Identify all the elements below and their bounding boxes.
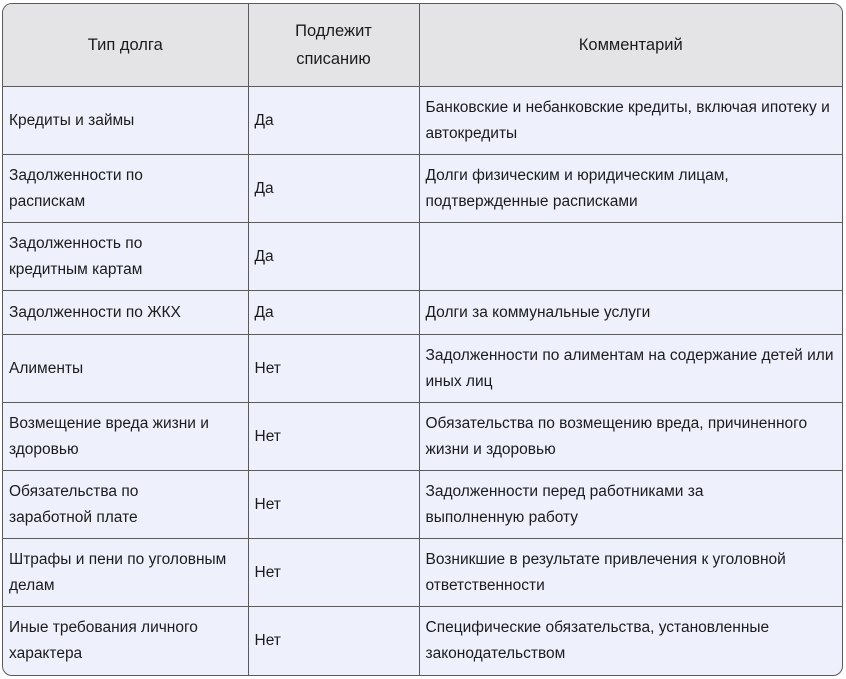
cell-writeoff: Да: [248, 87, 419, 155]
cell-writeoff: Нет: [248, 334, 419, 402]
header-writeoff: Подлежит списанию: [248, 4, 419, 87]
cell-comment: Задолженности перед работниками за выполненную работу: [419, 471, 842, 539]
table-row: [3, 87, 842, 155]
cell-comment: Долги физическим и юридическим лицам, подтвержденные расписками: [419, 155, 842, 223]
cell-comment: Обязательства по возмещению вреда, причиненного жизни и здоровью: [419, 403, 842, 471]
cell-debt-type: Возмещение вреда жизни и здоровью: [3, 403, 248, 471]
cell-comment: Долги за коммунальные услуги: [419, 291, 842, 335]
table-row: [3, 223, 842, 291]
cell-debt-type: Задолженность по кредитным картам: [3, 223, 248, 291]
cell-writeoff: Да: [248, 223, 419, 291]
cell-writeoff: Нет: [248, 607, 419, 675]
cell-writeoff: Нет: [248, 539, 419, 607]
cell-writeoff: Да: [248, 155, 419, 223]
header-debt-type: Тип долга: [3, 4, 248, 87]
cell-debt-type: Задолженности по ЖКХ: [3, 291, 248, 335]
table-row: [3, 539, 842, 607]
cell-comment: Задолженности по алиментам на содержание детей или иных лиц: [419, 334, 842, 402]
cell-debt-type: Алименты: [3, 334, 248, 402]
cell-comment: Возникшие в результате привлечения к уголовной ответственности: [419, 539, 842, 607]
cell-debt-type: Кредиты и займы: [3, 87, 248, 155]
cell-writeoff: Да: [248, 291, 419, 335]
cell-debt-type: Задолженности по распискам: [3, 155, 248, 223]
table-row: [3, 403, 842, 471]
table-row: [3, 334, 842, 402]
header-comment: Комментарий: [419, 4, 842, 87]
table-row: [3, 291, 842, 335]
debt-types-table: [2, 3, 843, 676]
table-row: [3, 155, 842, 223]
cell-writeoff: Нет: [248, 471, 419, 539]
cell-debt-type: Иные требования личного характера: [3, 607, 248, 675]
cell-debt-type: Штрафы и пени по уголовным делам: [3, 539, 248, 607]
table-row: [3, 607, 842, 675]
cell-comment: Банковские и небанковские кредиты, включая ипотеку и автокредиты: [419, 87, 842, 155]
table-row: [3, 471, 842, 539]
cell-debt-type: Обязательства по заработной плате: [3, 471, 248, 539]
table-header-row: [3, 4, 842, 87]
cell-comment: Специфические обязательства, установленные законодательством: [419, 607, 842, 675]
cell-writeoff: Нет: [248, 403, 419, 471]
cell-comment: [419, 223, 842, 291]
